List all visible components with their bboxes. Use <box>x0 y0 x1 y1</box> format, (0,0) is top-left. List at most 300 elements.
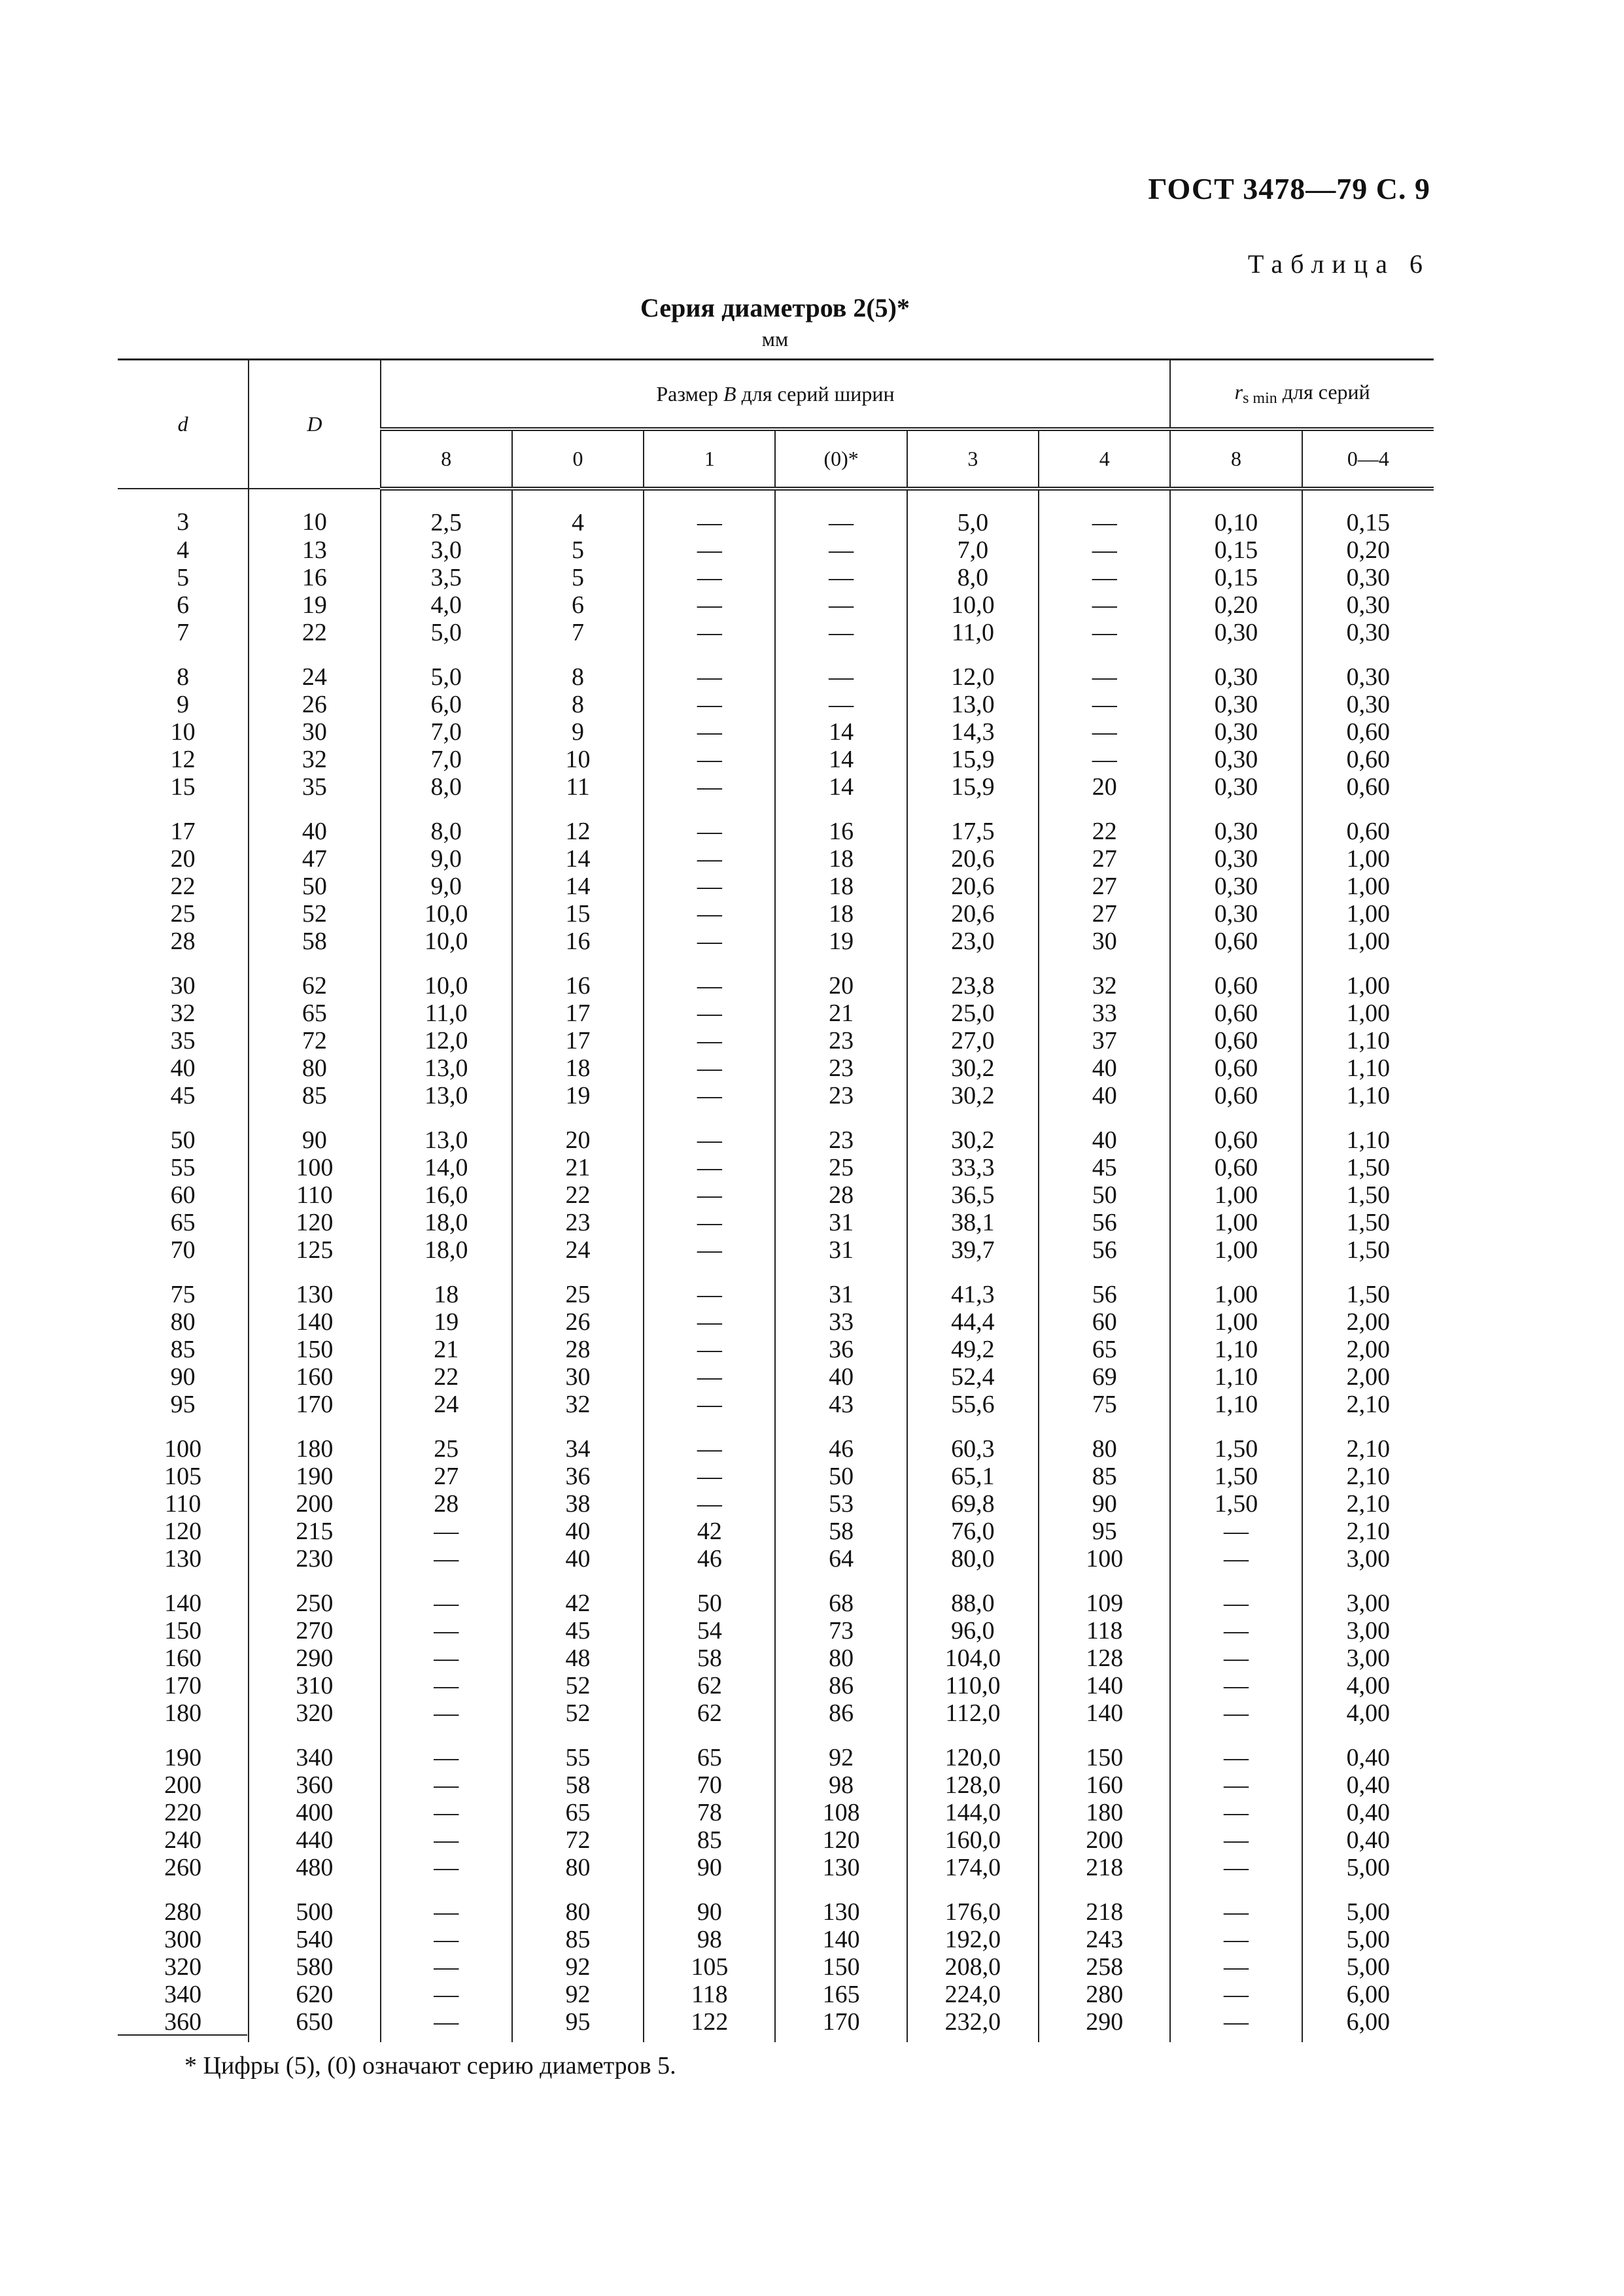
table-cell: 72 <box>512 1826 644 1854</box>
table-cell: 8,0 <box>381 773 512 801</box>
table-cell: 9,0 <box>381 873 512 900</box>
table-cell: 26 <box>249 691 380 718</box>
spacer-cell <box>775 646 907 663</box>
table-cell: 17 <box>170 818 196 845</box>
table-cell: 620 <box>249 1981 380 2008</box>
spacer-cell <box>907 1727 1039 1744</box>
table-row <box>118 1463 1434 1490</box>
table-cell: 0,60 <box>1170 1000 1302 1027</box>
table-cell: 25 <box>512 1281 644 1308</box>
table-cell: — <box>644 873 775 900</box>
table-cell: — <box>644 1281 775 1308</box>
table-cell: 56 <box>1039 1236 1170 1264</box>
table-cell: 0,30 <box>1302 564 1434 591</box>
table-cell: 8,0 <box>907 564 1039 591</box>
table-row <box>118 1154 1434 1181</box>
table-cell: 80 <box>512 1898 644 1926</box>
table-cell: — <box>1170 1617 1302 1644</box>
group-spacer <box>118 955 1434 972</box>
table-cell: 32 <box>170 1000 196 1027</box>
table-cell: 18,0 <box>381 1209 512 1236</box>
table-cell: 24 <box>512 1236 644 1264</box>
table-cell: 15,9 <box>907 773 1039 801</box>
table-row <box>118 1617 1434 1644</box>
table-body <box>118 489 1434 2042</box>
table-cell: — <box>1170 1518 1302 1545</box>
group-spacer <box>118 1573 1434 1590</box>
table-cell: 32 <box>1039 972 1170 1000</box>
table-cell: 130 <box>775 1898 907 1926</box>
table-row <box>118 873 1434 900</box>
table-row <box>118 1644 1434 1672</box>
spacer-cell <box>1170 646 1302 663</box>
table-cell: 109 <box>1039 1590 1170 1617</box>
table-cell: 3,0 <box>381 536 512 564</box>
table-cell: 30 <box>170 972 196 1000</box>
table-cell: 72 <box>249 1027 380 1054</box>
spacer-cell <box>1302 646 1434 663</box>
table-cell: 18 <box>775 900 907 928</box>
table-cell: — <box>644 718 775 746</box>
table-cell: 5,00 <box>1302 1953 1434 1981</box>
spacer-cell <box>1170 1109 1302 1126</box>
table-cell: 6,00 <box>1302 1981 1434 2008</box>
table-cell: 50 <box>775 1463 907 1490</box>
table-cell: 170 <box>775 2008 907 2042</box>
table-cell: — <box>381 1590 512 1617</box>
spacer-cell <box>1039 955 1170 972</box>
spacer-cell <box>249 801 380 818</box>
table-cell: 33 <box>775 1308 907 1336</box>
table-cell: — <box>775 691 907 718</box>
table-cell: 27 <box>1039 873 1170 900</box>
spacer-cell <box>1170 1573 1302 1590</box>
spacer-cell <box>775 955 907 972</box>
table-cell: — <box>381 2008 512 2042</box>
table-cell: 15,9 <box>907 746 1039 773</box>
table-cell: 160 <box>1039 1771 1170 1799</box>
table-cell: 0,30 <box>1170 718 1302 746</box>
table-cell: — <box>1039 746 1170 773</box>
table-cell: 10 <box>249 489 380 536</box>
table-cell: 200 <box>249 1490 380 1518</box>
spacer-cell <box>512 646 644 663</box>
table-cell: 18 <box>775 873 907 900</box>
table-cell: 2,10 <box>1302 1490 1434 1518</box>
table-cell: — <box>1170 1854 1302 1881</box>
spacer-cell <box>381 955 512 972</box>
table-cell: 98 <box>644 1926 775 1953</box>
group-spacer <box>118 646 1434 663</box>
table-cell: 0,40 <box>1302 1826 1434 1854</box>
table-cell: 36 <box>775 1336 907 1363</box>
table-cell: 0,30 <box>1170 900 1302 928</box>
spacer-cell <box>1039 1881 1170 1898</box>
table-cell: 218 <box>1039 1898 1170 1926</box>
spacer-cell <box>907 1109 1039 1126</box>
table-cell: 23 <box>512 1209 644 1236</box>
table-cell: 65 <box>512 1799 644 1826</box>
table-cell: 27 <box>1039 845 1170 873</box>
table-cell: 200 <box>1039 1826 1170 1854</box>
table-cell: 3,00 <box>1302 1617 1434 1644</box>
table-cell: 39,7 <box>907 1236 1039 1264</box>
spacer-cell <box>249 955 380 972</box>
table-row <box>118 1391 1434 1418</box>
table-cell: 122 <box>644 2008 775 2042</box>
table-cell: 20,6 <box>907 845 1039 873</box>
table-cell: 7,0 <box>381 718 512 746</box>
table-cell: — <box>644 1336 775 1363</box>
table-cell: 4,00 <box>1302 1672 1434 1699</box>
table-cell: 0,30 <box>1170 773 1302 801</box>
table-cell: 78 <box>644 1799 775 1826</box>
table-cell: 65 <box>249 1000 380 1027</box>
spacer-cell <box>644 1573 775 1590</box>
table-cell: 130 <box>249 1281 380 1308</box>
table-cell: 170 <box>249 1391 380 1418</box>
table-cell: 650 <box>249 2008 380 2042</box>
table-cell: 10 <box>512 746 644 773</box>
spacer-cell <box>1302 1264 1434 1281</box>
table-row <box>118 900 1434 928</box>
table-cell: — <box>644 1308 775 1336</box>
table-cell: 180 <box>1039 1799 1170 1826</box>
table-cell: 52 <box>249 900 380 928</box>
table-cell: 8,0 <box>381 818 512 845</box>
spacer-cell <box>1302 1109 1434 1126</box>
table-cell: 0,15 <box>1302 489 1434 536</box>
table-cell: 224,0 <box>907 1981 1039 2008</box>
table-row <box>118 591 1434 619</box>
table-cell: — <box>381 1644 512 1672</box>
table-cell: 0,60 <box>1302 818 1434 845</box>
table-cell: 130 <box>775 1854 907 1881</box>
table-cell: 112,0 <box>907 1699 1039 1727</box>
table-cell: — <box>1039 489 1170 536</box>
spacer-cell <box>249 1418 380 1435</box>
table-cell: 144,0 <box>907 1799 1039 1826</box>
table-row <box>118 928 1434 955</box>
spacer-cell <box>907 646 1039 663</box>
table-cell: 52,4 <box>907 1363 1039 1391</box>
table-cell: 50 <box>1039 1181 1170 1209</box>
table-row <box>118 746 1434 773</box>
table-cell: 150 <box>249 1336 380 1363</box>
table-cell: 10 <box>170 718 196 746</box>
table-cell: 280 <box>164 1898 202 1926</box>
spacer-cell <box>381 801 512 818</box>
table-cell: 9 <box>512 718 644 746</box>
table-cell: 10,0 <box>381 900 512 928</box>
spacer-cell <box>1039 1418 1170 1435</box>
table-cell: 46 <box>644 1545 775 1573</box>
spacer-cell <box>644 1418 775 1435</box>
table-cell: 9 <box>177 691 190 718</box>
spacer-cell <box>249 1109 380 1126</box>
table-cell: 68 <box>775 1590 907 1617</box>
table-cell: 340 <box>164 1981 202 2008</box>
table-cell: 16,0 <box>381 1181 512 1209</box>
table-cell: 12,0 <box>907 663 1039 691</box>
table-cell: — <box>644 1054 775 1082</box>
table-cell: — <box>775 536 907 564</box>
spacer-cell <box>644 801 775 818</box>
table-cell: 76,0 <box>907 1518 1039 1545</box>
table-row <box>118 718 1434 746</box>
table-cell: 290 <box>1039 2008 1170 2042</box>
table-cell: 0,60 <box>1302 718 1434 746</box>
table-row <box>118 1435 1434 1463</box>
table-row <box>118 773 1434 801</box>
table-cell: 52 <box>512 1672 644 1699</box>
table-cell: 40 <box>512 1545 644 1573</box>
subheader-width-0: 8 <box>381 429 512 489</box>
table-row <box>118 1082 1434 1109</box>
table-cell: 56 <box>1039 1281 1170 1308</box>
group-spacer <box>118 1727 1434 1744</box>
table-cell: 18 <box>512 1054 644 1082</box>
table-cell: 18 <box>381 1281 512 1308</box>
table-cell: 128,0 <box>907 1771 1039 1799</box>
table-cell: 21 <box>381 1336 512 1363</box>
table-cell: 1,50 <box>1170 1435 1302 1463</box>
table-cell: 70 <box>170 1236 196 1264</box>
table-cell: 50 <box>249 873 380 900</box>
spacer-cell <box>512 955 644 972</box>
table-cell: 208,0 <box>907 1953 1039 1981</box>
table-cell: 2,00 <box>1302 1363 1434 1391</box>
spacer-cell <box>644 646 775 663</box>
table-cell: 0,20 <box>1302 536 1434 564</box>
table-cell: 100 <box>249 1154 380 1181</box>
table-cell: 35 <box>170 1027 196 1054</box>
table-cell: 46 <box>775 1435 907 1463</box>
spacer-cell <box>249 1881 380 1898</box>
table-cell: 98 <box>775 1771 907 1799</box>
table-cell: 31 <box>775 1236 907 1264</box>
spacer-cell <box>1039 1727 1170 1744</box>
table-cell: 0,60 <box>1170 1054 1302 1082</box>
spacer-cell <box>644 955 775 972</box>
table-cell: 0,20 <box>1170 591 1302 619</box>
table-cell: — <box>644 1154 775 1181</box>
table-cell: 0,30 <box>1170 619 1302 646</box>
bearing-dimensions-table <box>118 358 1434 2042</box>
table-cell: 23 <box>775 1082 907 1109</box>
table-cell: 1,50 <box>1302 1181 1434 1209</box>
table-cell: 25 <box>381 1435 512 1463</box>
table-cell: 96,0 <box>907 1617 1039 1644</box>
subheader-width-1: 0 <box>512 429 644 489</box>
table-cell: 28 <box>170 928 196 955</box>
table-row <box>118 2008 1434 2042</box>
spacer-cell <box>381 1727 512 1744</box>
table-cell: 150 <box>775 1953 907 1981</box>
table-cell: 320 <box>249 1699 380 1727</box>
table-cell: 1,00 <box>1302 845 1434 873</box>
table-cell: 28 <box>381 1490 512 1518</box>
table-cell: 18 <box>775 845 907 873</box>
table-cell: 0,30 <box>1302 591 1434 619</box>
table-cell: 2,5 <box>381 489 512 536</box>
page-header: ГОСТ 3478—79 С. 9 <box>1148 172 1430 205</box>
table-cell: 14 <box>775 746 907 773</box>
spacer-cell <box>249 1727 380 1744</box>
table-cell: 21 <box>512 1154 644 1181</box>
spacer-cell <box>644 1727 775 1744</box>
col-header-d: d <box>118 360 249 489</box>
table-cell: 0,60 <box>1170 972 1302 1000</box>
table-cell: 140 <box>775 1926 907 1953</box>
table-row <box>118 564 1434 591</box>
table-cell: 230 <box>249 1545 380 1573</box>
table-cell: 75 <box>1039 1391 1170 1418</box>
table-cell: 20 <box>170 845 196 873</box>
table-cell: 92 <box>512 1953 644 1981</box>
table-cell: 14 <box>512 873 644 900</box>
table-cell: 19 <box>381 1308 512 1336</box>
spacer-cell <box>118 955 249 972</box>
table-cell: 90 <box>644 1854 775 1881</box>
table-cell: 22 <box>512 1181 644 1209</box>
table-cell: 65 <box>1039 1336 1170 1363</box>
table-row <box>118 1799 1434 1826</box>
table-cell: — <box>1170 1699 1302 1727</box>
table-cell: 4,00 <box>1302 1699 1434 1727</box>
table-cell: — <box>644 773 775 801</box>
table-row <box>118 1281 1434 1308</box>
table-cell: 0,60 <box>1302 773 1434 801</box>
table-title: Серия диаметров 2(5)* <box>640 293 910 322</box>
group-spacer <box>118 1881 1434 1898</box>
table-cell: 64 <box>775 1545 907 1573</box>
table-cell: 14 <box>775 773 907 801</box>
table-cell: — <box>644 663 775 691</box>
table-unit: мм <box>761 327 789 351</box>
spacer-cell <box>381 1264 512 1281</box>
table-cell: 27,0 <box>907 1027 1039 1054</box>
table-cell: 200 <box>164 1771 202 1799</box>
table-cell: 25 <box>775 1154 907 1181</box>
table-cell: 40 <box>1039 1126 1170 1154</box>
table-cell: 42 <box>644 1518 775 1545</box>
table-cell: 100 <box>1039 1545 1170 1573</box>
spacer-cell <box>118 1109 249 1126</box>
table-cell: 1,00 <box>1302 1000 1434 1027</box>
spacer-cell <box>1039 646 1170 663</box>
table-row <box>118 1308 1434 1336</box>
table-cell: — <box>644 1027 775 1054</box>
spacer-cell <box>775 1573 907 1590</box>
table-cell: 80 <box>170 1308 196 1336</box>
table-cell: 88,0 <box>907 1590 1039 1617</box>
table-cell: 2,10 <box>1302 1435 1434 1463</box>
table-cell: 118 <box>644 1981 775 2008</box>
table-cell: — <box>1039 691 1170 718</box>
table-cell: — <box>1170 1898 1302 1926</box>
table-cell: 12 <box>170 746 196 773</box>
table-cell: 140 <box>249 1308 380 1336</box>
table-cell: 30 <box>249 718 380 746</box>
table-cell: — <box>381 1854 512 1881</box>
table-cell: 0,60 <box>1170 1082 1302 1109</box>
spacer-cell <box>775 1109 907 1126</box>
table-cell: 320 <box>164 1953 202 1981</box>
table-cell: — <box>644 1236 775 1264</box>
table-cell: 6 <box>512 591 644 619</box>
table-row <box>118 1854 1434 1881</box>
table-cell: — <box>1039 718 1170 746</box>
table-cell: 19 <box>775 928 907 955</box>
table-cell: 140 <box>1039 1699 1170 1727</box>
table-cell: 16 <box>512 928 644 955</box>
table-cell: — <box>644 818 775 845</box>
table-row <box>118 1545 1434 1573</box>
table-cell: 80 <box>512 1854 644 1881</box>
table-cell: — <box>644 972 775 1000</box>
table-cell: 0,30 <box>1170 845 1302 873</box>
spacer-cell <box>1039 1573 1170 1590</box>
table-cell: 1,10 <box>1302 1054 1434 1082</box>
table-cell: 20,6 <box>907 900 1039 928</box>
table-cell: 1,00 <box>1170 1181 1302 1209</box>
table-cell: 54 <box>644 1617 775 1644</box>
table-cell: 1,00 <box>1302 928 1434 955</box>
table-cell: 69,8 <box>907 1490 1039 1518</box>
table-cell: 70 <box>644 1771 775 1799</box>
table-cell: 80,0 <box>907 1545 1039 1573</box>
table-cell: 2,00 <box>1302 1308 1434 1336</box>
table-cell: 27 <box>1039 900 1170 928</box>
subheader-width-4: 3 <box>907 429 1039 489</box>
table-row <box>118 1826 1434 1854</box>
table-cell: 18,0 <box>381 1236 512 1264</box>
table-cell: 6,00 <box>1302 2008 1434 2042</box>
table-cell: 4 <box>177 536 190 564</box>
table-row <box>118 818 1434 845</box>
spacer-cell <box>381 1881 512 1898</box>
table-cell: — <box>644 591 775 619</box>
table-row <box>118 1054 1434 1082</box>
table-cell: 38 <box>512 1490 644 1518</box>
table-cell: 20 <box>1039 773 1170 801</box>
table-cell: 31 <box>775 1209 907 1236</box>
table-cell: 65 <box>644 1744 775 1771</box>
table-cell: 24 <box>381 1391 512 1418</box>
table-cell: — <box>644 845 775 873</box>
table-cell: 1,00 <box>1302 972 1434 1000</box>
table-cell: 17 <box>512 1000 644 1027</box>
table-cell: 120 <box>164 1518 202 1545</box>
table-cell: 110,0 <box>907 1672 1039 1699</box>
table-cell: 5,0 <box>907 489 1039 536</box>
table-cell: 260 <box>164 1854 202 1881</box>
table-cell: — <box>644 1126 775 1154</box>
spacer-cell <box>1039 1264 1170 1281</box>
table-cell: 1,50 <box>1170 1463 1302 1490</box>
col-header-D: D <box>249 360 380 489</box>
table-cell: 58 <box>249 928 380 955</box>
table-cell: — <box>1039 663 1170 691</box>
footnote: * Цифры (5), (0) означают серию диаметров 5. <box>184 2052 676 2079</box>
table-cell: 0,30 <box>1170 691 1302 718</box>
table-cell: 340 <box>249 1744 380 1771</box>
table-cell: 1,00 <box>1302 900 1434 928</box>
table-cell: 62 <box>644 1699 775 1727</box>
spacer-cell <box>775 1727 907 1744</box>
table-cell: — <box>381 1981 512 2008</box>
